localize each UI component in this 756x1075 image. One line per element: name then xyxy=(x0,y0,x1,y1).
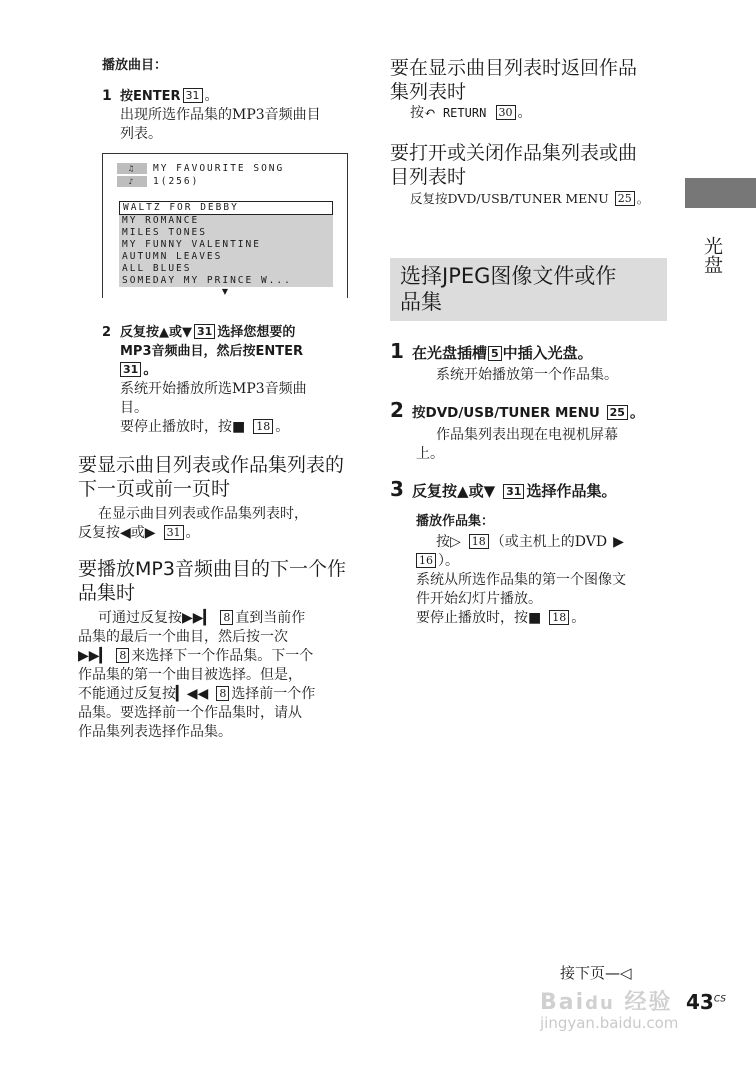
page-suffix: CS xyxy=(713,994,727,1005)
rstep2-b: 。 xyxy=(629,403,645,421)
page-number xyxy=(686,990,726,1014)
play-tracks-label: 播放曲目： xyxy=(102,58,168,73)
sec-next-l3 xyxy=(78,647,360,666)
ref-box: 30 xyxy=(496,105,516,120)
ref-box: 25 xyxy=(615,191,635,206)
ref-box: 16 xyxy=(416,553,436,568)
pa-line3: 系统从所选作品集的第一个图像文 xyxy=(416,572,626,588)
rstep1-desc: 系统开始播放第一个作品集。 xyxy=(436,367,618,383)
left-column-lower xyxy=(78,323,360,742)
return-icon: ↶ xyxy=(424,105,436,121)
rstep1-line xyxy=(390,338,680,366)
sec-return-b: RETURN xyxy=(435,106,494,120)
ref-box: 18 xyxy=(549,610,569,625)
pa-line4: 件开始幻灯片播放。 xyxy=(416,591,542,607)
continue-label xyxy=(560,962,632,983)
step2-line1 xyxy=(78,323,360,342)
screen-count-row xyxy=(117,176,337,188)
section-title-toggle-1: 要打开或关闭作品集列表或曲 xyxy=(390,142,638,164)
rstep3-c: 选择作品集。 xyxy=(526,482,617,500)
track-item: MILES TONES xyxy=(119,227,333,239)
ref-box: 31 xyxy=(503,484,524,499)
track-list xyxy=(103,188,347,287)
section-title-return-1: 要在显示曲目列表时返回作品 xyxy=(390,57,638,79)
section-title-next-2: 品集时 xyxy=(78,582,136,604)
watermark-logo: Baidu 经验 xyxy=(540,990,673,1015)
section-header-box xyxy=(390,258,667,321)
step2-line2: MP3音频曲目，然后按ENTER xyxy=(120,344,304,359)
step1-desc1: 出现所选作品集的MP3音频曲目 xyxy=(120,107,321,123)
right-column xyxy=(390,56,670,208)
sec-page-body1: 在显示曲目列表或作品集列表时， xyxy=(98,506,308,522)
pa1a: 按 xyxy=(436,534,450,550)
step2-desc3 xyxy=(78,418,360,437)
step2-desc3-text: 要停止播放时，按 xyxy=(120,419,232,435)
ref-box: 5 xyxy=(488,346,502,361)
sec-toggle-a: 反复按DVD/USB/TUNER MENU xyxy=(410,191,613,206)
pa5b: 。 xyxy=(571,610,586,626)
sec-page-body2a: 反复按 xyxy=(78,525,120,541)
prev-track-icon: ▎◀◀ xyxy=(176,686,209,702)
sec-next-l1b: 直到当前作 xyxy=(235,610,306,626)
section-title-page-2: 下一页或前一页时 xyxy=(78,478,231,500)
sec-next-l4: 作品集的第一个曲目被选择。但是， xyxy=(78,667,302,683)
side-tab-bar xyxy=(685,178,756,208)
ref-box: 8 xyxy=(216,686,229,701)
ref-box: 18 xyxy=(253,419,273,434)
pa2b: ）。 xyxy=(438,553,459,569)
ref-box: 31 xyxy=(164,525,184,540)
track-item: MY FUNNY VALENTINE xyxy=(119,239,333,251)
ref-box: 8 xyxy=(220,610,233,625)
right-arrow-icon: ▶ xyxy=(144,525,156,541)
rstep2-desc1: 作品集列表出现在电视机屏幕 xyxy=(436,427,618,443)
screen-title: MY FAVOURITE SONG xyxy=(153,163,285,174)
rstep3-line xyxy=(390,476,680,504)
rstep2-number: 2 xyxy=(390,398,404,422)
step2-text-a: 反复按 xyxy=(120,325,160,340)
step2-text-c: 选择您想要的 xyxy=(217,325,296,340)
ref-box: 18 xyxy=(469,534,489,549)
sec-toggle-c: 。 xyxy=(636,191,650,206)
album-icon: ♫ xyxy=(117,163,147,174)
screen-count: 1(256) xyxy=(153,176,200,187)
section-title-toggle-2: 目列表时 xyxy=(390,166,467,188)
sec-next-l5b: 选择前一个作 xyxy=(231,686,316,702)
sec-next-l1 xyxy=(78,609,360,628)
down-arrow-icon: ▼ xyxy=(182,325,193,340)
rstep3-b: 或 xyxy=(468,482,484,500)
next-track-icon: ▶▶▎ xyxy=(182,610,215,626)
continue-arrow-icon: —◁ xyxy=(605,964,632,982)
pa1b: （或主机上的DVD xyxy=(490,534,608,550)
page-number-text: 43 xyxy=(686,990,714,1014)
track-item: AUTUMN LEAVES xyxy=(119,251,333,263)
step2-desc3-suffix: 。 xyxy=(275,419,290,435)
up-arrow-icon: ▲ xyxy=(457,482,469,500)
stop-icon: ■ xyxy=(528,610,542,626)
ref-box: 31 xyxy=(194,324,215,339)
step1-text: 按ENTER xyxy=(120,89,181,104)
ref-box: 25 xyxy=(607,405,628,420)
ref-box: 31 xyxy=(183,88,203,103)
screen-title-row xyxy=(117,163,337,175)
step2-number: 2 xyxy=(102,325,112,340)
up-arrow-icon: ▲ xyxy=(159,325,170,340)
pa-line1 xyxy=(390,533,680,552)
track-item: ALL BLUES xyxy=(119,263,333,275)
left-arrow-icon: ◀ xyxy=(120,525,131,541)
sec-page-body2 xyxy=(78,524,360,543)
sec-next-l6: 品集。要选择前一个作品集时，请从 xyxy=(78,705,302,721)
step2-text-b: 或 xyxy=(169,325,183,340)
step2-line3 xyxy=(78,361,360,380)
sec-next-l3b: 来选择下一个作品集。下一个 xyxy=(131,648,314,664)
continue-text: 接下页 xyxy=(560,964,606,982)
section-title-return-2: 集列表时 xyxy=(390,81,467,103)
rstep1-b: 中插入光盘。 xyxy=(502,344,593,362)
left-column xyxy=(78,56,356,144)
step2-desc2: 目。 xyxy=(120,400,148,416)
sec-return-c: 。 xyxy=(517,105,532,121)
sec-page-body2c: 。 xyxy=(185,525,200,541)
sec-next-l5a: 不能通过反复按 xyxy=(78,686,176,702)
rstep3-number: 3 xyxy=(390,477,404,501)
rstep2-desc2: 上。 xyxy=(416,446,444,462)
rstep2-a: 按DVD/USB/TUNER MENU xyxy=(412,405,605,421)
track-item-selected: WALTZ FOR DEBBY xyxy=(119,201,333,215)
step1-number: 1 xyxy=(102,88,112,104)
ref-box: 31 xyxy=(120,362,141,377)
display-screen-figure xyxy=(102,153,348,298)
play-solid-icon: ▶ xyxy=(613,534,624,550)
play-albums-label: 播放作品集： xyxy=(416,514,495,529)
pa5a: 要停止播放时，按 xyxy=(416,610,528,626)
rstep1-number: 1 xyxy=(390,339,404,363)
watermark-site: jingyan.baidu.com xyxy=(540,1014,679,1032)
sec-page-body2b: 或 xyxy=(130,525,145,541)
rstep1-a: 在光盘插槽 xyxy=(412,344,488,362)
stop-icon: ■ xyxy=(232,419,246,435)
step1-suffix: 。 xyxy=(204,88,219,104)
sec-return-a: 按 xyxy=(410,105,424,121)
jpeg-title-1: 选择JPEG图像文件或作 xyxy=(400,264,617,288)
sec-next-l2: 品集的最后一个曲目，然后按一次 xyxy=(78,629,288,645)
down-arrow-icon: ▼ xyxy=(483,482,496,500)
sec-next-l1a: 可通过反复按 xyxy=(98,610,182,626)
step1-line xyxy=(78,87,356,106)
side-tab-label: 光盘 xyxy=(701,236,723,274)
sec-next-l7: 作品集列表选择作品集。 xyxy=(78,724,232,740)
pa-line5 xyxy=(390,609,680,628)
jpeg-title-2: 品集 xyxy=(400,290,442,314)
sec-toggle-body xyxy=(390,189,670,208)
rstep3-a: 反复按 xyxy=(412,482,458,500)
track-icon: ♪ xyxy=(117,176,147,187)
track-item: SOMEDAY MY PRINCE W... xyxy=(119,275,333,287)
step2-suffix: 。 xyxy=(143,362,158,378)
section-title-page-1: 要显示曲目列表或作品集列表的 xyxy=(78,454,345,476)
step1-desc2: 列表。 xyxy=(120,126,162,142)
ref-box: 8 xyxy=(116,648,129,663)
more-arrow-icon: ▼ xyxy=(221,287,229,296)
step2-desc1: 系统开始播放所选MP3音频曲 xyxy=(120,381,307,397)
play-icon: ▷ xyxy=(450,534,461,550)
sec-return-body xyxy=(390,104,670,123)
sec-next-l5 xyxy=(78,685,360,704)
rstep2-line xyxy=(390,397,680,426)
section-title-next-1: 要播放MP3音频曲目的下一个作 xyxy=(78,558,346,580)
next-track-icon: ▶▶▎ xyxy=(78,648,111,664)
right-column-lower xyxy=(390,338,680,628)
track-item: MY ROMANCE xyxy=(119,215,333,227)
pa-line2 xyxy=(390,552,680,571)
